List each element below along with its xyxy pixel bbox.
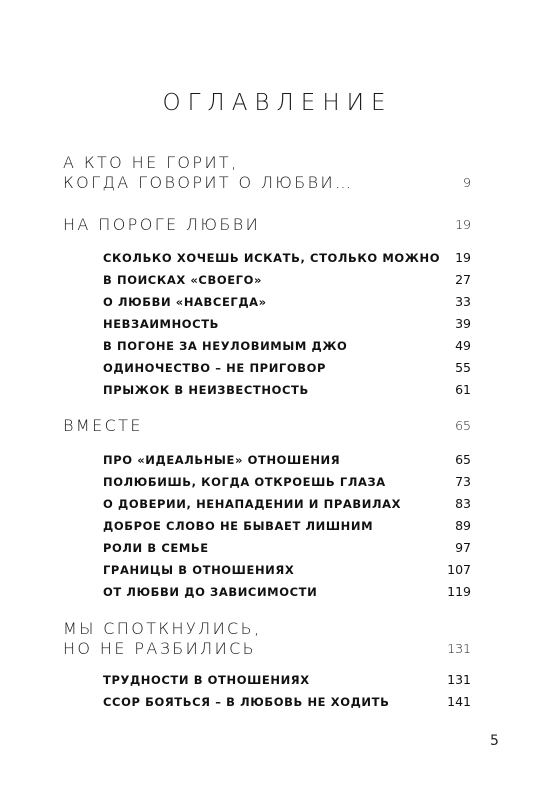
toc-chapter[interactable]	[103, 337, 471, 355]
chapter-title: ПРО «ИДЕАЛЬНЫЕ» ОТНОШЕНИЯ	[103, 453, 341, 467]
chapter-page-number: 27	[455, 272, 471, 287]
part-2-page-number: 65	[455, 418, 471, 433]
chapter-page-number: 73	[455, 474, 471, 489]
toc-chapter[interactable]	[103, 381, 471, 399]
toc-chapter[interactable]	[103, 271, 471, 289]
chapter-title: ПОЛЮБИШЬ, КОГДА ОТКРОЕШЬ ГЛАЗА	[103, 475, 386, 489]
toc-chapter[interactable]	[103, 671, 471, 689]
chapter-title: ТРУДНОСТИ В ОТНОШЕНИЯХ	[103, 673, 310, 687]
toc-chapter[interactable]	[103, 315, 471, 333]
toc-intro[interactable]	[63, 153, 471, 193]
chapter-page-number: 131	[447, 672, 471, 687]
part-1-page-number: 19	[455, 217, 471, 232]
chapter-title: СКОЛЬКО ХОЧЕШЬ ИСКАТЬ, СТОЛЬКО МОЖНО	[103, 251, 441, 265]
chapter-title: РОЛИ В СЕМЬЕ	[103, 541, 209, 555]
intro-title-line-1: А КТО НЕ ГОРИТ,	[63, 153, 239, 172]
toc-chapter[interactable]	[103, 517, 471, 535]
toc-chapter[interactable]	[103, 451, 471, 469]
chapter-title: ОДИНОЧЕСТВО – НЕ ПРИГОВОР	[103, 361, 327, 375]
chapter-page-number: 119	[447, 584, 471, 599]
chapter-page-number: 65	[455, 452, 471, 467]
toc-chapter[interactable]	[103, 539, 471, 557]
chapter-page-number: 107	[447, 562, 471, 577]
chapter-title: В ПОИСКАХ «СВОЕГО»	[103, 273, 263, 287]
toc-part-3[interactable]	[63, 619, 471, 659]
chapter-title: ОТ ЛЮБВИ ДО ЗАВИСИМОСТИ	[103, 585, 318, 599]
chapter-page-number: 39	[455, 316, 471, 331]
chapter-title: ССОР БОЯТЬСЯ – В ЛЮБОВЬ НЕ ХОДИТЬ	[103, 695, 390, 709]
chapter-page-number: 61	[455, 382, 471, 397]
toc-chapter[interactable]	[103, 249, 471, 267]
chapter-title: ПРЫЖОК В НЕИЗВЕСТНОСТЬ	[103, 383, 309, 397]
chapter-page-number: 55	[455, 360, 471, 375]
toc-chapter[interactable]	[103, 293, 471, 311]
part-3-page-number: 131	[447, 641, 471, 656]
chapter-title: В ПОГОНЕ ЗА НЕУЛОВИМЫМ ДЖО	[103, 339, 348, 353]
chapter-page-number: 97	[455, 540, 471, 555]
chapter-title: ГРАНИЦЫ В ОТНОШЕНИЯХ	[103, 563, 295, 577]
intro-title-line-2: КОГДА ГОВОРИТ О ЛЮБВИ…	[63, 173, 354, 192]
chapter-page-number: 83	[455, 496, 471, 511]
part-1-title: НА ПОРОГЕ ЛЮБВИ	[63, 215, 261, 234]
chapter-title: О ДОВЕРИИ, НЕНАПАДЕНИИ И ПРАВИЛАХ	[103, 497, 402, 511]
toc-part-1[interactable]	[63, 215, 471, 235]
chapter-title: О ЛЮБВИ «НАВСЕГДА»	[103, 295, 267, 309]
toc-chapter[interactable]	[103, 693, 471, 711]
part-3-title-line-2: НО НЕ РАЗБИЛИСЬ	[63, 639, 257, 658]
chapter-title: ДОБРОЕ СЛОВО НЕ БЫВАЕТ ЛИШНИМ	[103, 519, 374, 533]
chapter-page-number: 89	[455, 518, 471, 533]
page-number-folio: 5	[490, 733, 499, 749]
toc-chapter[interactable]	[103, 583, 471, 601]
chapter-page-number: 141	[447, 694, 471, 709]
toc-chapter[interactable]	[103, 359, 471, 377]
toc-chapter[interactable]	[103, 561, 471, 579]
page-title: ОГЛАВЛЕНИЕ	[162, 90, 393, 116]
toc-part-2[interactable]	[63, 416, 471, 436]
intro-page-number: 9	[463, 175, 471, 190]
toc-chapter[interactable]	[103, 495, 471, 513]
chapter-page-number: 33	[455, 294, 471, 309]
chapter-title: НЕВЗАИМНОСТЬ	[103, 317, 220, 331]
toc-chapter[interactable]	[103, 473, 471, 491]
part-2-title: ВМЕСТЕ	[63, 416, 143, 435]
part-3-title-line-1: МЫ СПОТКНУЛИСЬ,	[63, 619, 262, 638]
chapter-page-number: 19	[455, 250, 471, 265]
chapter-page-number: 49	[455, 338, 471, 353]
